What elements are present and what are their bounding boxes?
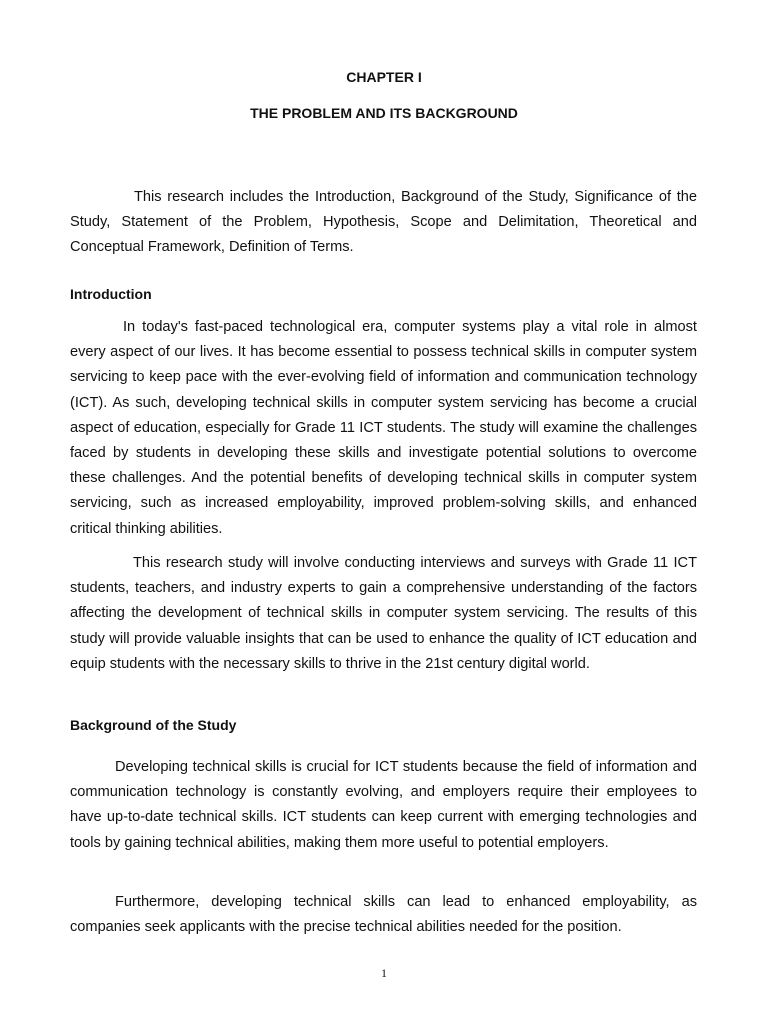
page-number: 1 (381, 966, 387, 980)
background-paragraph: Furthermore, developing technical skills can lead to enhanced employability, as companies seek applicants with the precise technical abilities needed for the position. (70, 894, 697, 936)
section-heading-introduction: Introduction (70, 286, 152, 302)
introduction-paragraph: This research study will involve conducting interviews and surveys with Grade 11 ICT students, teachers, and industry experts to gain a comprehensive understanding of the factors affecting the development of technical skills in computer system servicing. The results of this study will provide valuable insights that can be used to enhance the quality of ICT education and equip students with the necessary skills to thrive in the 21st century digital world. (70, 555, 697, 672)
section-heading-background: Background of the Study (70, 717, 237, 733)
introduction-paragraph: In today's fast-paced technological era, computer systems play a vital role in almost every aspect of our lives. It has become essential to possess technical skills in computer system servicing to keep pace with the ever-evolving field of information and communication technology (ICT). As such, developing technical skills in computer system servicing has become a crucial aspect of education, especially for Grade 11 ICT students. The study will examine the challenges faced by students in developing these skills and investigate potential solutions to overcome these challenges. And the potential benefits of developing technical skills in computer system servicing, such as increased employability, improved problem-solving skills, and enhanced critical thinking abilities. (70, 319, 697, 537)
chapter-title: THE PROBLEM AND ITS BACKGROUND (250, 105, 518, 121)
background-paragraph: Developing technical skills is crucial for ICT students because the field of information and communication technology is constantly evolving, and employers require their employees to have up-to-date technical skills. ICT students can keep current with emerging technologies and tools by gaining technical abilities, making them more useful to potential employers. (70, 759, 697, 851)
chapter-heading: CHAPTER I (346, 69, 422, 85)
intro-paragraph: This research includes the Introduction, Background of the Study, Significance of the Study, Statement of the Problem, Hypothesis, Scope and Delimitation, Theoretical and Conceptual Framework, Definition of Terms. (70, 189, 697, 256)
